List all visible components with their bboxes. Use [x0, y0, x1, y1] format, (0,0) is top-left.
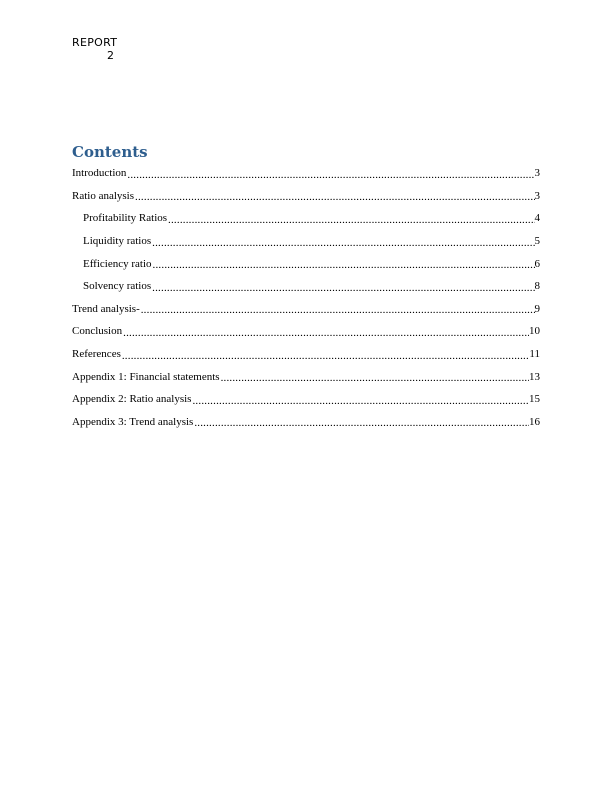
toc-leader-dots	[127, 167, 534, 180]
toc-leader-dots	[135, 189, 534, 202]
toc-entry-ratio-analysis[interactable]	[72, 185, 540, 208]
toc-entry-label: Solvency ratios	[83, 280, 152, 293]
toc-entry-page: 6	[534, 257, 540, 270]
toc-leader-dots	[194, 415, 529, 428]
toc-entry-profitability-ratios[interactable]	[72, 207, 540, 230]
toc-leader-dots	[152, 280, 534, 293]
toc-entry-efficiency-ratio[interactable]	[72, 252, 540, 275]
toc-entry-label: Introduction	[72, 167, 127, 180]
toc-entry-label: Liquidity ratios	[83, 235, 152, 248]
toc-entry-trend-analysis[interactable]	[72, 298, 540, 321]
toc-entry-page: 4	[534, 212, 540, 225]
toc-leader-dots	[122, 348, 530, 361]
toc-entry-page: 9	[534, 302, 540, 315]
toc-entry-introduction[interactable]	[72, 162, 540, 185]
toc-entry-label: Ratio analysis	[72, 189, 135, 202]
toc-leader-dots	[192, 393, 529, 406]
toc-leader-dots	[168, 212, 534, 225]
table-of-contents	[72, 162, 540, 433]
toc-entry-page: 3	[534, 167, 540, 180]
toc-entry-appendix-1[interactable]	[72, 365, 540, 388]
toc-entry-label: Appendix 1: Financial statements	[72, 370, 220, 383]
toc-entry-page: 16	[529, 415, 540, 428]
toc-entry-page: 5	[534, 235, 540, 248]
toc-entry-references[interactable]	[72, 343, 540, 366]
toc-entry-page: 13	[529, 370, 540, 383]
toc-entry-label: Profitability Ratios	[83, 212, 168, 225]
toc-entry-label: Conclusion	[72, 325, 123, 338]
toc-entry-liquidity-ratios[interactable]	[72, 230, 540, 253]
toc-leader-dots	[221, 370, 529, 383]
toc-entry-page: 8	[534, 280, 540, 293]
toc-entry-page: 10	[529, 325, 540, 338]
toc-entry-appendix-2[interactable]	[72, 388, 540, 411]
toc-entry-label: Trend analysis-	[72, 302, 140, 315]
toc-entry-page: 11	[529, 348, 540, 361]
toc-entry-appendix-3[interactable]	[72, 411, 540, 434]
running-header-page-number: 2	[107, 49, 114, 62]
toc-entry-page: 3	[534, 189, 540, 202]
toc-leader-dots	[141, 302, 535, 315]
toc-leader-dots	[123, 325, 529, 338]
toc-entry-label: Appendix 3: Trend analysis	[72, 415, 194, 428]
toc-entry-label: Efficiency ratio	[83, 257, 152, 270]
toc-heading: Contents	[72, 143, 148, 161]
toc-entry-page: 15	[529, 393, 540, 406]
toc-leader-dots	[153, 257, 535, 270]
toc-entry-solvency-ratios[interactable]	[72, 275, 540, 298]
toc-entry-label: References	[72, 348, 121, 361]
toc-entry-label: Appendix 2: Ratio analysis	[72, 393, 192, 406]
running-header-title: REPORT	[72, 36, 118, 49]
toc-leader-dots	[152, 235, 534, 248]
toc-entry-conclusion[interactable]	[72, 320, 540, 343]
